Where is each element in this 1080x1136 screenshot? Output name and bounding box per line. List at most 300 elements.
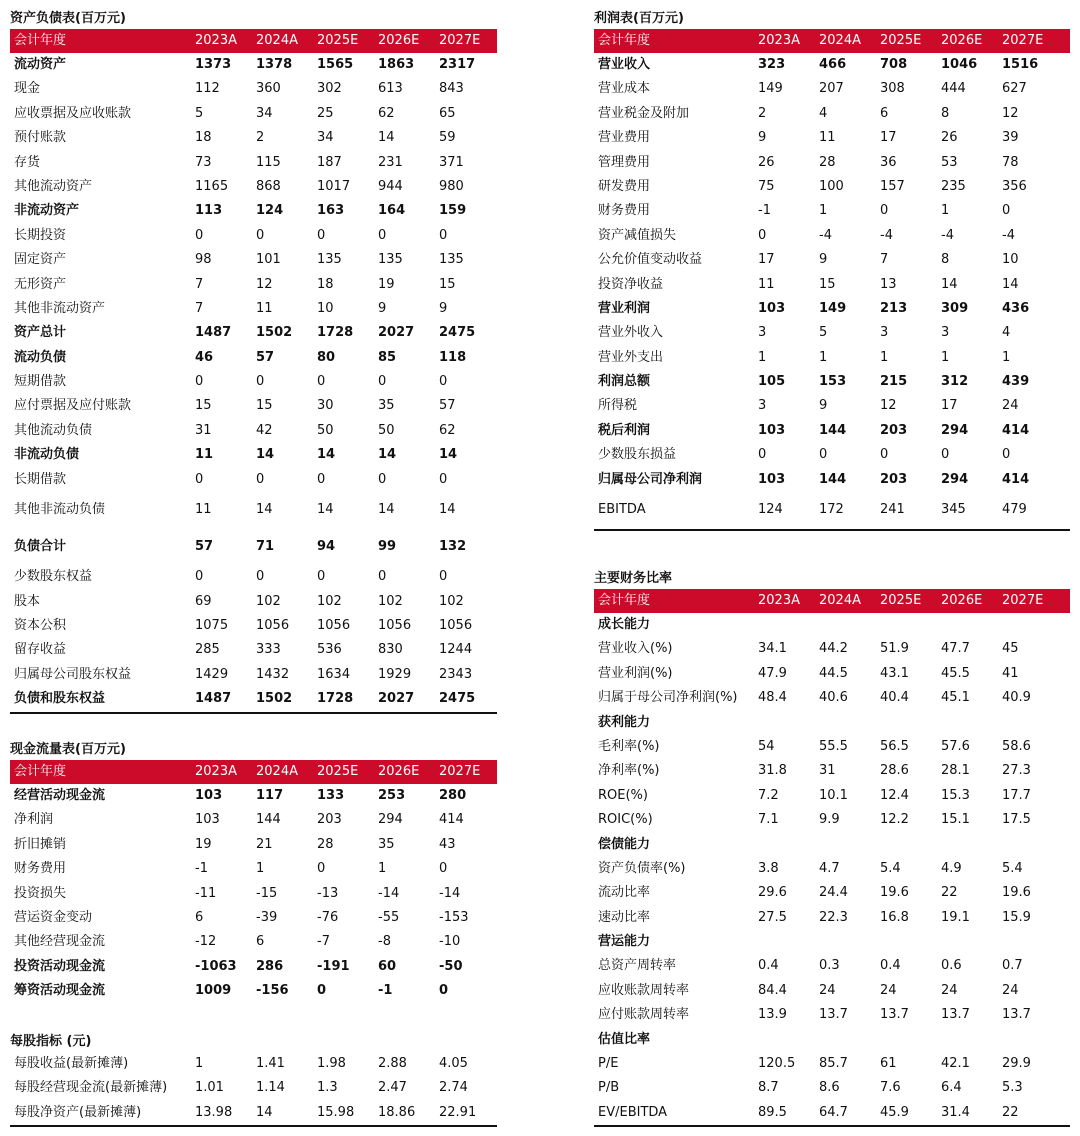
row-value: 60 [378, 958, 397, 974]
table-row [594, 735, 1070, 759]
row-value: 9 [819, 252, 828, 268]
row-label: 应付票据及应付账款 [14, 398, 132, 414]
row-value: 45.5 [941, 665, 970, 681]
table-row [594, 370, 1070, 394]
row-value: 1009 [195, 983, 232, 999]
row-label: 成长能力 [598, 617, 651, 632]
row-value: 19 [378, 276, 395, 292]
row-label: 其他流动负债 [14, 422, 93, 438]
row-value: 43.1 [880, 665, 909, 681]
row-label: 长期借款 [14, 471, 67, 487]
table-row [10, 419, 497, 443]
row-value: 1432 [256, 666, 290, 682]
row-label: 流动负债 [14, 349, 67, 365]
row-value: 64.7 [819, 1104, 848, 1120]
row-label: 其他非流动负债 [14, 502, 106, 518]
table-row [10, 102, 497, 126]
row-value: 65 [439, 105, 456, 121]
row-value [941, 833, 1002, 857]
row-value: 133 [317, 788, 345, 803]
row-value: 215 [880, 374, 908, 390]
row-value [880, 833, 941, 857]
row-value [819, 833, 880, 857]
row-value: 0 [439, 983, 449, 999]
row-value: 29.9 [1002, 1056, 1031, 1072]
row-value: 14 [439, 447, 458, 463]
header-year: 2025E [317, 33, 359, 48]
row-label: 负债和股东权益 [14, 691, 106, 707]
row-value: 0 [439, 861, 448, 877]
row-value: 12 [256, 276, 273, 292]
row-value: -153 [439, 909, 469, 925]
row-value: 43 [439, 836, 456, 852]
table-row [594, 784, 1070, 808]
table-row [594, 979, 1070, 1003]
row-value: 0 [378, 227, 387, 243]
table-row [10, 590, 497, 614]
row-value: 708 [880, 57, 908, 72]
row-value: 80 [317, 349, 336, 365]
row-label: 少数股东权益 [14, 569, 93, 585]
row-value: 103 [758, 300, 786, 316]
row-label: 营业利润(%) [598, 665, 673, 681]
row-value: -12 [195, 934, 217, 950]
row-value: 0 [439, 471, 448, 487]
row-label: 利润总额 [598, 374, 651, 390]
table-row [594, 1028, 1070, 1052]
row-label: 预付账款 [14, 130, 67, 146]
row-value: 1502 [256, 691, 293, 707]
balance-sheet-body [10, 53, 497, 714]
ratios-panel [594, 565, 1070, 1127]
header-label: 会计年度 [598, 33, 651, 48]
table-row [10, 784, 497, 808]
row-value: 7 [880, 252, 889, 268]
row-value: 2.74 [439, 1080, 468, 1096]
row-label: 每股净资产(最新摊薄) [14, 1104, 142, 1120]
header-label: 会计年度 [598, 593, 651, 608]
row-value: 103 [758, 471, 786, 487]
table-row [594, 126, 1070, 150]
row-value: 14 [256, 1104, 273, 1120]
row-value: 159 [439, 203, 467, 219]
row-value: 439 [1002, 374, 1030, 390]
row-value: 22 [1002, 1104, 1019, 1120]
row-label: EBITDA [598, 502, 646, 518]
row-value: 830 [378, 642, 403, 658]
row-value: 14 [317, 502, 334, 518]
row-label: 资本公积 [14, 618, 67, 633]
row-label: 经营活动现金流 [14, 788, 106, 803]
row-value: 45 [1002, 641, 1019, 657]
row-value [1002, 711, 1070, 735]
row-value: 102 [439, 593, 464, 609]
table-row [594, 1076, 1070, 1100]
table-row [10, 638, 497, 662]
row-value [941, 613, 1002, 637]
row-value: 0 [256, 471, 265, 487]
row-value: 3 [758, 325, 767, 341]
table-row [594, 808, 1070, 832]
cash-flow-panel [10, 736, 497, 1004]
row-value: 50 [378, 422, 395, 438]
row-value: 1487 [195, 325, 232, 341]
row-label: 归属母公司净利润 [598, 471, 703, 487]
row-value: 3 [880, 325, 889, 341]
row-value: -15 [256, 885, 278, 901]
row-value: 1046 [941, 57, 978, 72]
row-value: 44.2 [819, 641, 848, 657]
table-row [594, 954, 1070, 978]
header-year: 2026E [378, 33, 420, 48]
row-value: 1 [256, 861, 265, 877]
row-value: 613 [378, 81, 403, 97]
row-value: 843 [439, 81, 464, 97]
table-row [10, 808, 497, 832]
row-value: 1.01 [195, 1080, 224, 1096]
balance-sheet-title: 资产负债表(百万元) [10, 11, 126, 26]
row-value: 17 [880, 130, 897, 146]
row-value: 15 [439, 276, 456, 292]
row-value: 42.1 [941, 1056, 970, 1072]
row-value: 71 [256, 538, 275, 554]
table-row [10, 346, 497, 370]
table-row [10, 53, 497, 77]
row-value: 1373 [195, 57, 232, 72]
row-value: 12.2 [880, 812, 909, 828]
row-value: 0 [758, 227, 767, 243]
row-value: 0 [1002, 203, 1011, 219]
row-value: 6 [256, 934, 265, 950]
row-label: 无形资产 [14, 276, 67, 292]
header-year: 2024A [256, 33, 298, 48]
row-label: 研发费用 [598, 178, 651, 194]
row-value: 31.8 [758, 763, 787, 779]
row-value: 1056 [378, 618, 412, 633]
row-value: 10 [317, 300, 334, 316]
row-value: 24.4 [819, 885, 848, 901]
row-value: 27.3 [1002, 763, 1031, 779]
row-label: 营业收入(%) [598, 641, 673, 657]
table-row [10, 1101, 497, 1127]
row-value: 235 [941, 178, 966, 194]
table-row [10, 297, 497, 321]
row-value: -76 [317, 909, 339, 925]
row-value: 102 [317, 593, 342, 609]
row-value: 356 [1002, 178, 1027, 194]
row-value: 2343 [439, 666, 473, 682]
row-value: 0.3 [819, 958, 840, 974]
row-value: 0 [439, 374, 448, 390]
row-value: 10.1 [819, 787, 848, 803]
row-value: 2 [256, 130, 265, 146]
row-label: 股本 [14, 593, 41, 609]
row-value: 62 [378, 105, 395, 121]
table-row [594, 881, 1070, 905]
row-value [758, 930, 819, 954]
row-value: 103 [195, 788, 223, 803]
row-value: 1634 [317, 666, 351, 682]
table-row [594, 151, 1070, 175]
row-label: P/B [598, 1080, 620, 1096]
row-value: 47.9 [758, 665, 787, 681]
row-value: 25 [317, 105, 334, 121]
row-value: 15.98 [317, 1104, 355, 1120]
row-value: 13.7 [1002, 1007, 1031, 1023]
row-value: 2475 [439, 691, 476, 707]
row-label: 应收票据及应收账款 [14, 105, 132, 121]
row-value: 14 [439, 502, 456, 518]
row-label: 每股收益(最新摊薄) [14, 1056, 129, 1071]
header-year: 2025E [317, 764, 359, 779]
row-label: 营业收入 [598, 57, 651, 72]
row-value: 18 [317, 276, 334, 292]
header-label: 会计年度 [14, 33, 67, 48]
row-value: 105 [758, 374, 786, 390]
row-value: 0 [317, 227, 326, 243]
row-value: -13 [317, 885, 339, 901]
row-value: -8 [378, 934, 391, 950]
ratios-title: 主要财务比率 [594, 571, 673, 586]
row-label: ROIC(%) [598, 812, 653, 828]
row-label: 总资产周转率 [598, 958, 677, 974]
row-value [758, 711, 819, 735]
table-row [10, 906, 497, 930]
row-value: 18 [195, 130, 212, 146]
table-row [10, 882, 497, 906]
row-value: 7.2 [758, 787, 779, 803]
row-value: 12.4 [880, 787, 909, 803]
row-value: 28 [317, 836, 334, 852]
table-row [10, 663, 497, 687]
row-value: 34 [256, 105, 273, 121]
row-value: 333 [256, 642, 281, 658]
row-value: 1565 [317, 57, 354, 72]
row-value: 57 [439, 398, 456, 414]
row-value: 1056 [317, 618, 351, 633]
row-value: 1017 [317, 178, 351, 194]
header-year: 2024A [256, 764, 298, 779]
row-value: 16.8 [880, 909, 909, 925]
row-value: 14 [378, 447, 397, 463]
table-row [10, 77, 497, 101]
table-row [594, 833, 1070, 857]
row-value: 13 [880, 276, 897, 292]
row-value: 0.6 [941, 958, 962, 974]
table-row [594, 906, 1070, 930]
row-value: 103 [758, 422, 786, 438]
row-value: 0 [378, 471, 387, 487]
row-value: 8.6 [819, 1080, 840, 1096]
row-value: 323 [758, 57, 786, 72]
row-label: 投资活动现金流 [14, 958, 106, 974]
table-row [10, 492, 497, 529]
row-value: 135 [439, 252, 464, 268]
row-value: 117 [256, 788, 284, 803]
row-value: 24 [941, 982, 958, 998]
row-value: 5 [819, 325, 828, 341]
row-value: 41 [1002, 665, 1019, 681]
row-value: 94 [317, 538, 336, 554]
row-value: 24 [819, 982, 836, 998]
row-value: 13.98 [195, 1104, 233, 1120]
row-value: 286 [256, 958, 284, 974]
header-year: 2025E [880, 593, 922, 608]
row-value: 0 [317, 374, 326, 390]
header-year: 2026E [941, 33, 983, 48]
row-value: 15.1 [941, 812, 970, 828]
row-value: 8.7 [758, 1080, 779, 1096]
row-value: 0 [880, 203, 889, 219]
row-value: 118 [439, 349, 467, 365]
row-value: 54 [758, 738, 775, 754]
row-value: 13.9 [758, 1007, 787, 1023]
row-label: 营业税金及附加 [598, 105, 690, 121]
table-row [10, 199, 497, 223]
row-label: 流动比率 [598, 885, 651, 901]
row-value: 15 [256, 398, 273, 414]
row-value: 0 [195, 569, 204, 585]
row-value: 253 [378, 788, 406, 803]
row-value: -4 [880, 227, 893, 243]
row-value: 7.1 [758, 812, 779, 828]
row-label: 归属母公司股东权益 [14, 666, 132, 682]
row-value: 34 [317, 130, 334, 146]
row-label: 非流动资产 [14, 203, 80, 219]
row-value: 9 [378, 300, 387, 316]
row-value: 12 [1002, 105, 1019, 121]
row-label: 营运资金变动 [14, 909, 93, 925]
header-year: 2023A [758, 593, 800, 608]
row-label: 应付账款周转率 [598, 1007, 690, 1023]
row-value [880, 613, 941, 637]
header-year: 2023A [195, 33, 237, 48]
table-row [10, 1076, 497, 1100]
row-value: 1728 [317, 691, 354, 707]
row-value: 53 [941, 154, 958, 170]
row-value: 15.3 [941, 787, 970, 803]
row-label: 公允价值变动收益 [598, 252, 703, 268]
row-value: 1863 [378, 57, 415, 72]
row-value: 22.3 [819, 909, 848, 925]
row-value: 132 [439, 538, 467, 554]
row-value [1002, 613, 1070, 637]
row-value: 203 [880, 422, 908, 438]
row-value: -10 [439, 934, 461, 950]
row-label: 流动资产 [14, 57, 67, 72]
row-value: 5.3 [1002, 1080, 1023, 1096]
row-value: 2027 [378, 325, 415, 341]
row-value: 31 [195, 422, 212, 438]
ratios-header [594, 589, 1070, 613]
row-value: 172 [819, 502, 844, 518]
row-value: 13.7 [819, 1007, 848, 1023]
row-value: 100 [819, 178, 844, 194]
row-value: 1728 [317, 325, 354, 341]
header-year: 2027E [439, 33, 481, 48]
row-label: 管理费用 [598, 154, 651, 170]
table-row [10, 565, 497, 589]
table-row [10, 468, 497, 492]
per-share-title: 每股指标 (元) [10, 1034, 92, 1049]
row-label: 税后利润 [598, 422, 651, 438]
per-share-body [10, 1052, 497, 1127]
row-value: 3.8 [758, 860, 779, 876]
row-value: 11 [758, 276, 775, 292]
balance-sheet-header [10, 29, 497, 53]
row-value [880, 1028, 941, 1052]
row-value: 0 [256, 374, 265, 390]
header-year: 2027E [1002, 33, 1044, 48]
header-year: 2026E [378, 764, 420, 779]
header-year: 2027E [1002, 593, 1044, 608]
row-value: 466 [819, 57, 847, 72]
row-value: 294 [941, 422, 969, 438]
cash-flow-header [10, 760, 497, 784]
row-value: 7 [195, 276, 204, 292]
table-row [594, 662, 1070, 686]
row-value: 1487 [195, 691, 232, 707]
table-row [594, 346, 1070, 370]
row-value: 0.4 [880, 958, 901, 974]
row-label: 其他非流动资产 [14, 300, 106, 316]
row-value: 1 [758, 349, 767, 365]
row-value: 26 [941, 130, 958, 146]
row-value: 285 [195, 642, 220, 658]
row-value: 8 [941, 105, 950, 121]
row-value: 102 [256, 593, 281, 609]
row-value: 280 [439, 788, 467, 803]
header-year: 2023A [195, 764, 237, 779]
row-value: 69 [195, 593, 212, 609]
row-value: 135 [317, 252, 342, 268]
row-value: 2027 [378, 691, 415, 707]
table-row [10, 224, 497, 248]
row-label: 其他经营现金流 [14, 934, 106, 950]
row-value: 436 [1002, 300, 1030, 316]
row-value: 213 [880, 300, 908, 316]
row-value: 0 [1002, 447, 1011, 463]
income-statement-panel [594, 5, 1070, 531]
row-value: -50 [439, 958, 463, 974]
row-value [758, 833, 819, 857]
table-row [594, 686, 1070, 710]
income-statement-body [594, 53, 1070, 531]
row-value: -14 [439, 885, 461, 901]
row-value: 1165 [195, 178, 229, 194]
table-row [10, 370, 497, 394]
row-label: 营业成本 [598, 81, 651, 97]
row-value: 31.4 [941, 1104, 970, 1120]
row-value: 36 [880, 154, 897, 170]
row-value: 18.86 [378, 1104, 416, 1120]
row-value: 28.6 [880, 763, 909, 779]
row-value: 0 [317, 861, 326, 877]
row-value: 17.7 [1002, 787, 1031, 803]
cash-flow-body [10, 784, 497, 1004]
table-row [10, 930, 497, 954]
row-value: -7 [317, 934, 330, 950]
table-row [594, 930, 1070, 954]
row-value: 40.4 [880, 690, 909, 706]
row-value: 14 [1002, 276, 1019, 292]
table-row [594, 273, 1070, 297]
row-value: 40.9 [1002, 690, 1031, 706]
row-value: 115 [256, 154, 281, 170]
table-row [10, 614, 497, 638]
row-value: 89.5 [758, 1104, 787, 1120]
row-label: 资产减值损失 [598, 227, 677, 243]
